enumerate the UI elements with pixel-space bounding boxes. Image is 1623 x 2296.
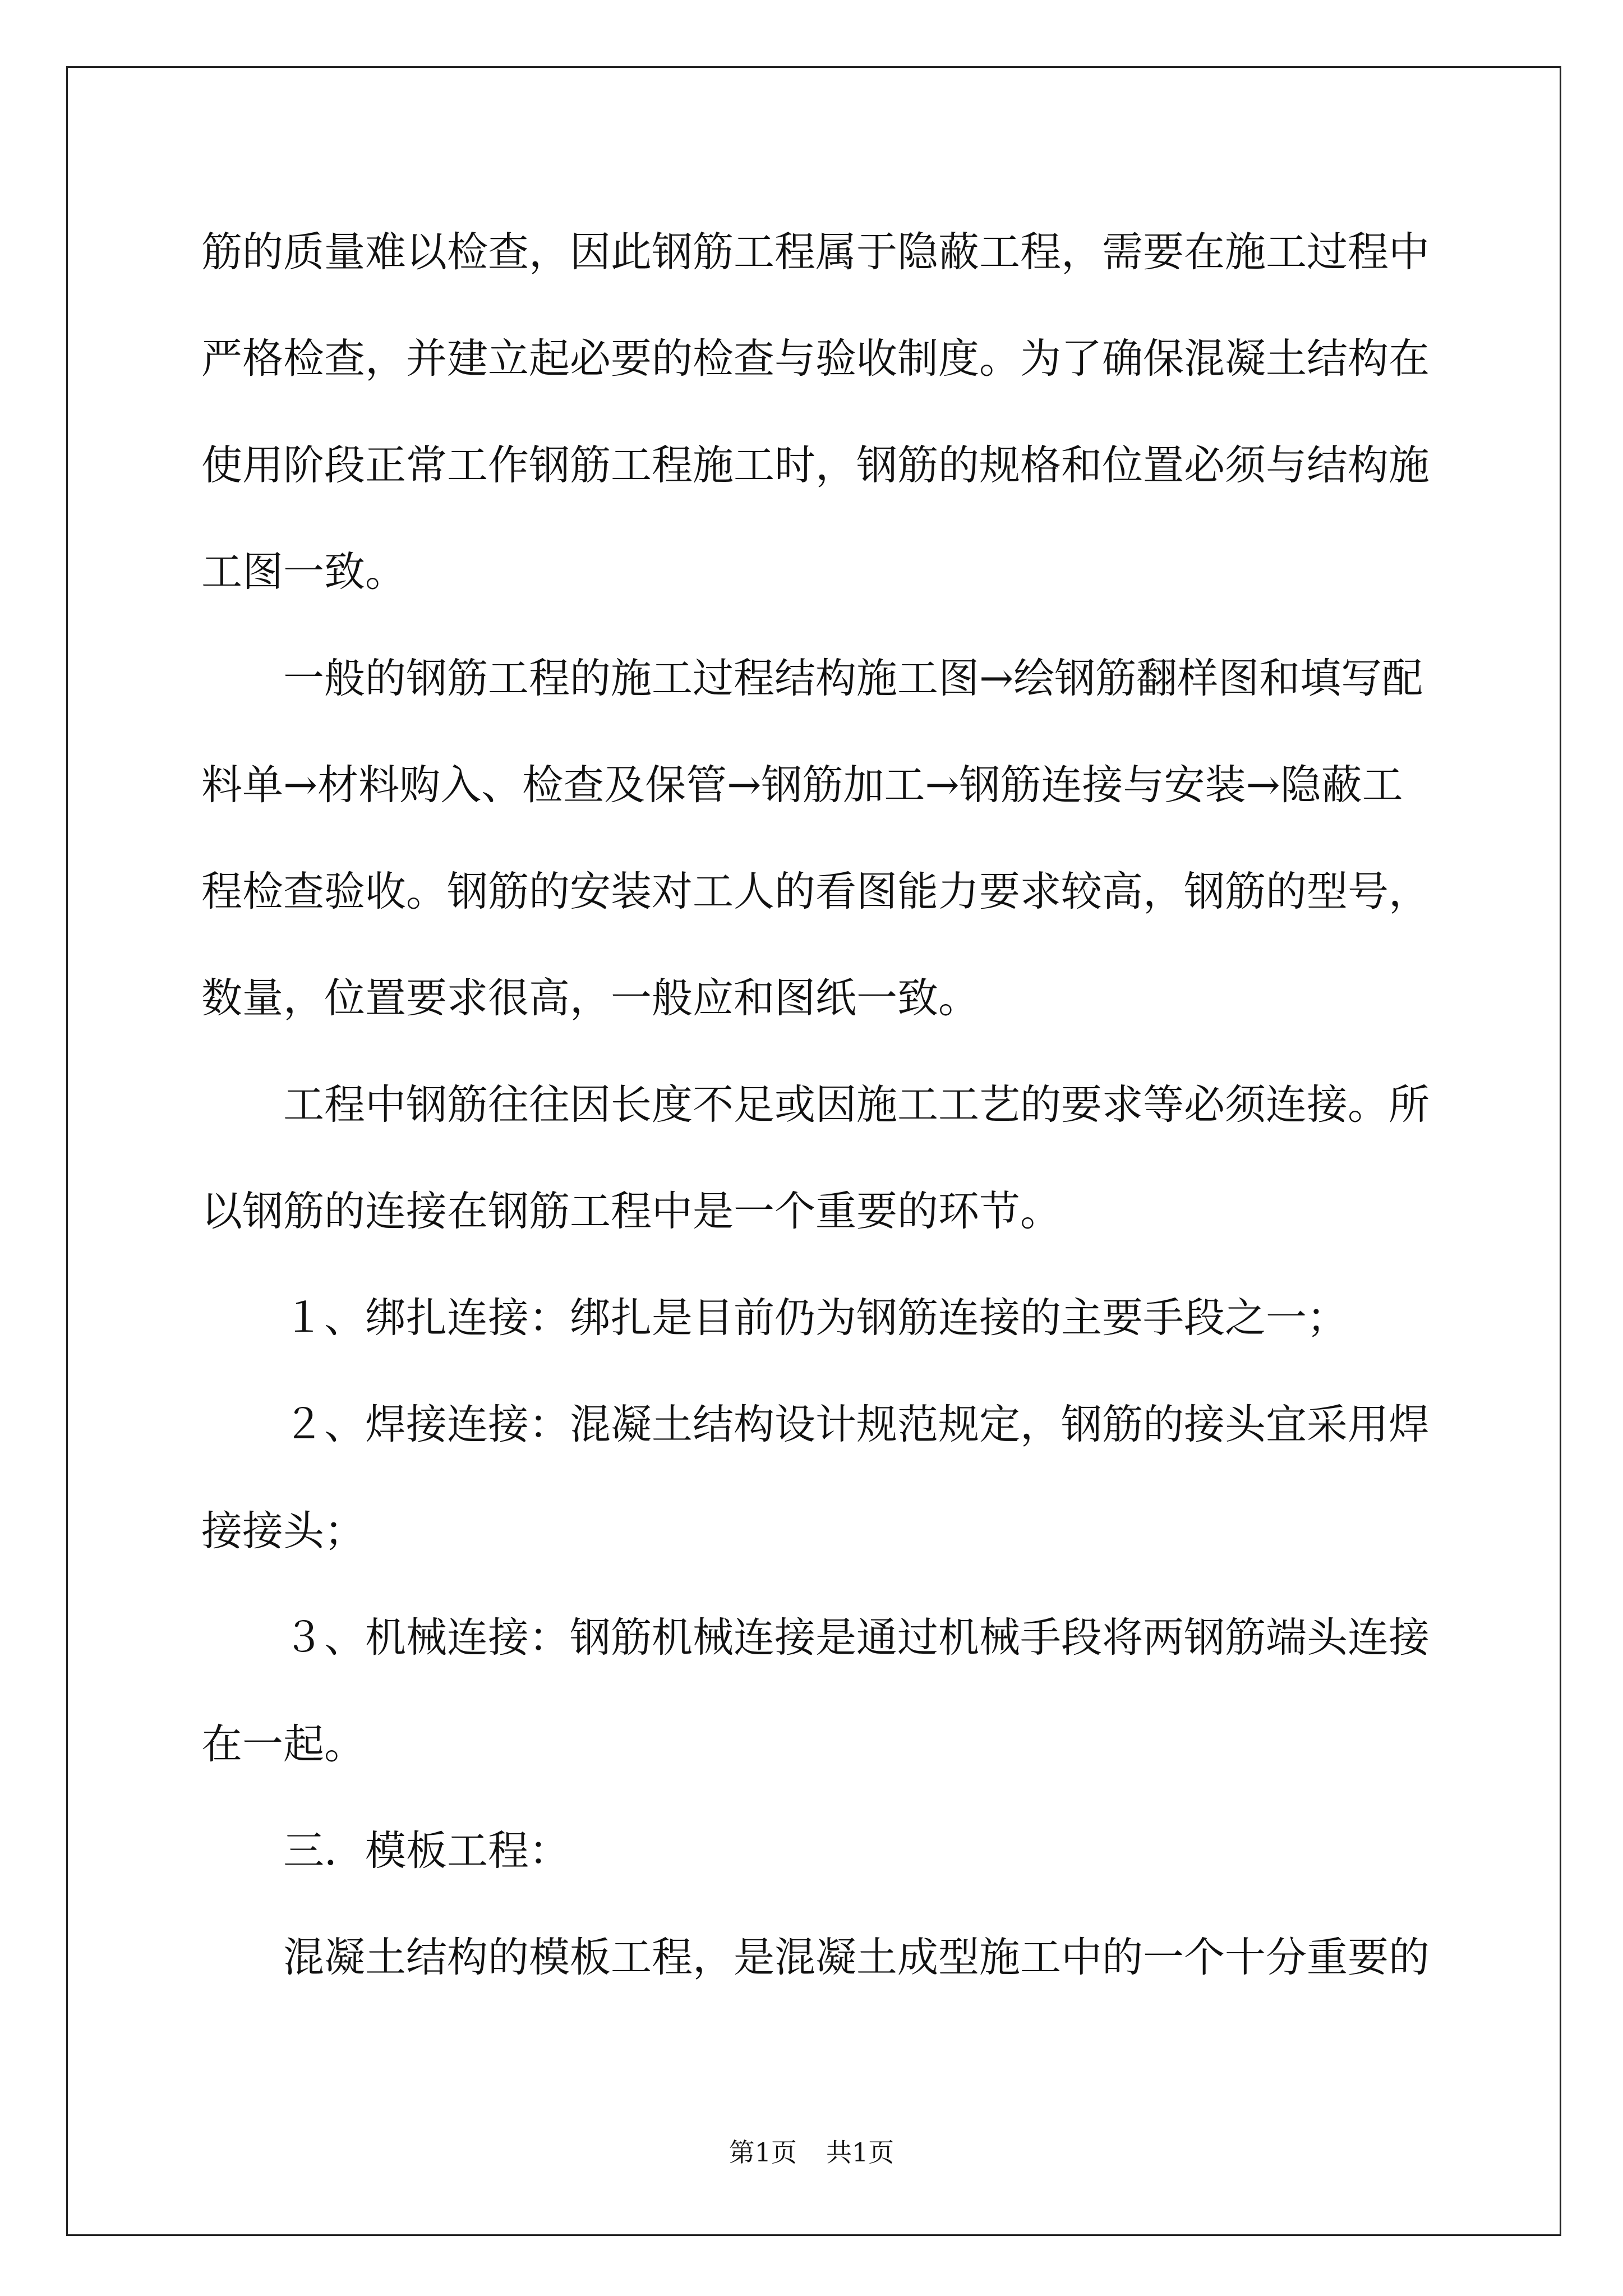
body-text-line: １、绑扎连接：绑扎是目前仍为钢筋连接的主要手段之一；: [283, 1294, 1348, 1342]
list-item-binding: [201, 1265, 1458, 1372]
body-text-line: 严格检查，并建立起必要的检查与验收制度。为了确保混凝土结构在: [201, 335, 1430, 383]
body-text-line: ３、机械连接：钢筋机械连接是通过机械手段将两钢筋端头连接: [283, 1614, 1430, 1662]
list-item-mechanical: [201, 1585, 1458, 1798]
paragraph-formwork: [201, 1904, 1458, 2011]
paragraph-rebar-connection: [201, 1052, 1458, 1265]
page-footer: [0, 2135, 1623, 2170]
body-text-line: 混凝土结构的模板工程，是混凝土成型施工中的一个十分重要的: [283, 1934, 1430, 1981]
list-item-welding: [201, 1372, 1458, 1585]
body-text-line: 接接头；: [201, 1507, 365, 1555]
body-text-line: 工程中钢筋往往因长度不足或因施工工艺的要求等必须连接。所: [283, 1081, 1430, 1129]
body-text-line: 一般的钢筋工程的施工过程结构施工图→绘钢筋翻样图和填写配: [283, 655, 1423, 702]
body-text: [201, 199, 1458, 2011]
paragraph-continuation: [201, 199, 1458, 625]
page-total-label: 共1页: [826, 2137, 895, 2168]
body-text-line: 以钢筋的连接在钢筋工程中是一个重要的环节。: [201, 1188, 1061, 1235]
body-text-line: ２、焊接连接：混凝土结构设计规范规定，钢筋的接头宜采用焊: [283, 1401, 1430, 1448]
body-text-line: 筋的质量难以检查，因此钢筋工程属于隐蔽工程，需要在施工过程中: [201, 228, 1430, 276]
body-text-line: 使用阶段正常工作钢筋工程施工时，钢筋的规格和位置必须与结构施: [201, 441, 1430, 489]
body-text-line: 料单→材料购入、检查及保管→钢筋加工→钢筋连接与安装→隐蔽工: [201, 761, 1403, 809]
section-heading-text: 三．模板工程：: [283, 1827, 570, 1875]
page-number-label: 第1页: [728, 2137, 797, 2168]
body-text-line: 工图一致。: [201, 548, 406, 596]
paragraph-construction-process: [201, 625, 1458, 1052]
body-text-line: 在一起。: [201, 1720, 365, 1768]
body-text-line: 数量，位置要求很高，一般应和图纸一致。: [201, 974, 979, 1022]
section-heading: [201, 1798, 1458, 1904]
body-text-line: 程检查验收。钢筋的安装对工人的看图能力要求较高，钢筋的型号，: [201, 868, 1430, 915]
